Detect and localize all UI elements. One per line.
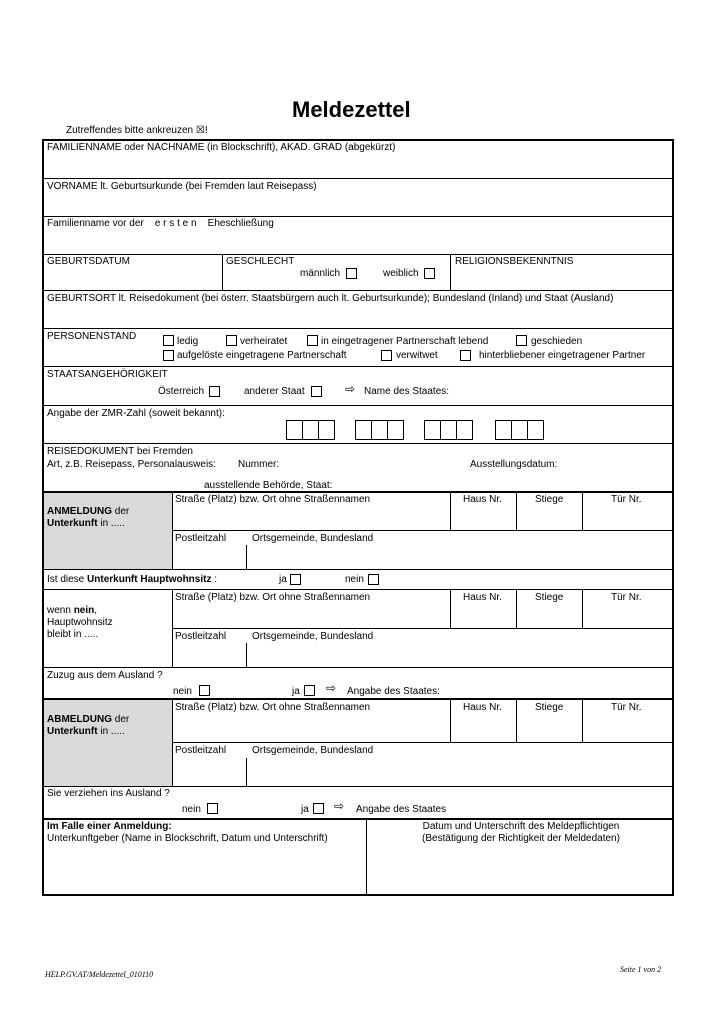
divider [582, 491, 583, 530]
religion-label: RELIGIONSBEKENNTNIS [455, 256, 574, 267]
stiege-label: Stiege [535, 592, 564, 603]
hinterblieben-checkbox[interactable] [460, 350, 471, 361]
strasse-label: Straße (Platz) bzw. Ort ohne Straßennamen [175, 494, 371, 505]
divider [172, 698, 173, 786]
divider [450, 254, 451, 290]
divider [42, 178, 674, 179]
divider [246, 758, 247, 786]
footer-page: Seite 1 von 2 [620, 965, 662, 974]
nein-label: nein [173, 686, 192, 697]
tuer-label: Tür Nr. [611, 592, 642, 603]
divider [42, 290, 674, 291]
arrow-right-icon: ⇨ [326, 681, 337, 695]
reisedokument-label: REISEDOKUMENT bei Fremden [47, 446, 193, 457]
hauptwohnsitz-question: Ist diese Unterkunft Hauptwohnsitz : [47, 574, 218, 585]
verwitwet-label: verwitwet [396, 350, 438, 361]
divider [42, 569, 674, 570]
divider [42, 254, 674, 255]
nummer-label: Nummer: [238, 459, 280, 470]
maennlich-checkbox[interactable] [346, 268, 357, 279]
verziehen-nein-checkbox[interactable] [207, 803, 218, 814]
weiblich-label: weiblich [383, 268, 419, 279]
zuzug-label: Zuzug aus dem Ausland ? [47, 670, 163, 681]
divider [246, 545, 247, 569]
hauptwohnsitz-nein-checkbox[interactable] [368, 574, 379, 585]
divider [582, 589, 583, 628]
footer-left: HELP.GV.AT/Meldezettel_010110 [45, 970, 154, 979]
divider [42, 216, 674, 217]
oesterreich-checkbox[interactable] [209, 386, 220, 397]
divider [516, 589, 517, 628]
geschlecht-label: GESCHLECHT [226, 256, 295, 267]
frame-right [672, 139, 674, 896]
maennlich-label: männlich [300, 268, 341, 279]
angabe-staates-label: Angabe des Staates: [347, 686, 440, 697]
aufgeloest-checkbox[interactable] [163, 350, 174, 361]
divider [172, 742, 674, 743]
strasse-label: Straße (Platz) bzw. Ort ohne Straßennamen [175, 592, 371, 603]
anderer-staat-label: anderer Staat [244, 386, 305, 397]
divider [450, 698, 451, 742]
name-staat-label: Name des Staates: [364, 386, 450, 397]
divider [42, 818, 674, 820]
divider [42, 405, 674, 406]
divider [42, 328, 674, 329]
verwitwet-checkbox[interactable] [381, 350, 392, 361]
personenstand-label: PERSONENSTAND [47, 331, 137, 342]
gemeinde-label: Ortsgemeinde, Bundesland [252, 631, 374, 642]
tuer-label: Tür Nr. [611, 702, 642, 713]
geschieden-checkbox[interactable] [516, 335, 527, 346]
stiege-label: Stiege [535, 702, 564, 713]
haus-label: Haus Nr. [463, 592, 502, 603]
divider [366, 818, 367, 895]
partnerschaft-checkbox[interactable] [307, 335, 318, 346]
hinterblieben-label: hinterbliebener eingetragener Partner [479, 350, 646, 361]
geschieden-label: geschieden [531, 336, 583, 347]
tuer-label: Tür Nr. [611, 494, 642, 505]
stiege-label: Stiege [535, 494, 564, 505]
abmeldung-label: ABMELDUNG der Unterkunft in ..... [47, 714, 130, 737]
divider [42, 667, 674, 668]
divider [516, 698, 517, 742]
arrow-right-icon: ⇨ [345, 382, 356, 396]
divider [172, 491, 173, 569]
ledig-label: ledig [177, 336, 199, 347]
strasse-label: Straße (Platz) bzw. Ort ohne Straßennamen [175, 702, 371, 713]
zuzug-nein-checkbox[interactable] [199, 685, 210, 696]
gemeinde-label: Ortsgemeinde, Bundesland [252, 745, 374, 756]
nein-label: nein [182, 804, 201, 815]
grey-cell-anmeldung [44, 493, 172, 569]
verziehen-label: Sie verziehen ins Ausland ? [47, 788, 170, 799]
ausstellungsdatum-label: Ausstellungsdatum: [470, 459, 558, 470]
hint-text: Zutreffendes bitte ankreuzen ☒! [66, 125, 208, 136]
frame-bottom [42, 894, 674, 896]
behoerde-label: ausstellende Behörde, Staat: [204, 480, 333, 491]
zmr-label: Angabe der ZMR-Zahl (soweit bekannt): [47, 408, 225, 419]
divider [450, 589, 451, 628]
divider [450, 491, 451, 530]
geburtsort-label: GEBURTSORT lt. Reisedokument (bei österr. Staatsbürgern auch lt. Geburtsurkunde); Bundesland (Inland) und Staat (Ausland) [47, 293, 614, 304]
meldepflichtiger-label: Datum und Unterschrift des Meldepflichtigen (Bestätigung der Richtigkeit der Meldedaten) [422, 821, 620, 844]
divider [246, 643, 247, 667]
reisedokument-art-label: Art, z.B. Reisepass, Personalausweis: [47, 459, 216, 470]
ledig-checkbox[interactable] [163, 335, 174, 346]
divider [42, 366, 674, 367]
ja-label: ja [279, 574, 287, 585]
gemeinde-label: Ortsgemeinde, Bundesland [252, 533, 374, 544]
angabe-staates-label: Angabe des Staates [356, 804, 447, 815]
divider [42, 786, 674, 787]
verheiratet-label: verheiratet [240, 336, 288, 347]
divider [42, 589, 674, 590]
familienname-label: FAMILIENNAME oder NACHNAME (in Blockschrift), AKAD. GRAD (abgekürzt) [47, 142, 396, 153]
hauptwohnsitz-ja-checkbox[interactable] [290, 574, 301, 585]
geburtsdatum-label: GEBURTSDATUM [47, 256, 130, 267]
plz-label: Postleitzahl [175, 533, 227, 544]
oesterreich-label: Österreich [158, 386, 205, 397]
anderer-staat-checkbox[interactable] [311, 386, 322, 397]
unterkunftgeber-label: Im Falle einer Anmeldung: Unterkunftgeber (Name in Blockschrift, Datum und Unterschrift) [47, 821, 328, 844]
haus-label: Haus Nr. [463, 494, 502, 505]
partnerschaft-label: in eingetragener Partnerschaft lebend [321, 336, 489, 347]
divider [172, 530, 674, 531]
ja-label: ja [292, 686, 300, 697]
vorname-label: VORNAME lt. Geburtsurkunde (bei Fremden laut Reisepass) [47, 181, 317, 192]
ja-label: ja [301, 804, 309, 815]
zuzug-ja-checkbox[interactable] [304, 685, 315, 696]
frame-top [42, 139, 674, 141]
divider [582, 698, 583, 742]
divider [516, 491, 517, 530]
verziehen-ja-checkbox[interactable] [313, 803, 324, 814]
wenn-nein-label: wenn nein, Hauptwohnsitz bleibt in ..... [47, 605, 113, 640]
divider [172, 628, 674, 629]
nein-label: nein [345, 574, 364, 585]
arrow-right-icon: ⇨ [334, 799, 345, 813]
plz-label: Postleitzahl [175, 631, 227, 642]
familienname-vor-label: Familienname vor der e r s t e n Eheschließung [47, 218, 274, 229]
divider [222, 254, 223, 290]
haus-label: Haus Nr. [463, 702, 502, 713]
aufgeloest-label: aufgelöste eingetragene Partnerschaft [177, 350, 347, 361]
verheiratet-checkbox[interactable] [226, 335, 237, 346]
plz-label: Postleitzahl [175, 745, 227, 756]
grey-cell-abmeldung [44, 700, 172, 786]
divider [42, 443, 674, 444]
divider [172, 589, 173, 667]
staatsangehoerigkeit-label: STAATSANGEHÖRIGKEIT [47, 369, 168, 380]
anmeldung-label: ANMELDUNG der Unterkunft in ..... [47, 506, 130, 529]
page-title: Meldezettel [292, 97, 411, 122]
weiblich-checkbox[interactable] [424, 268, 435, 279]
